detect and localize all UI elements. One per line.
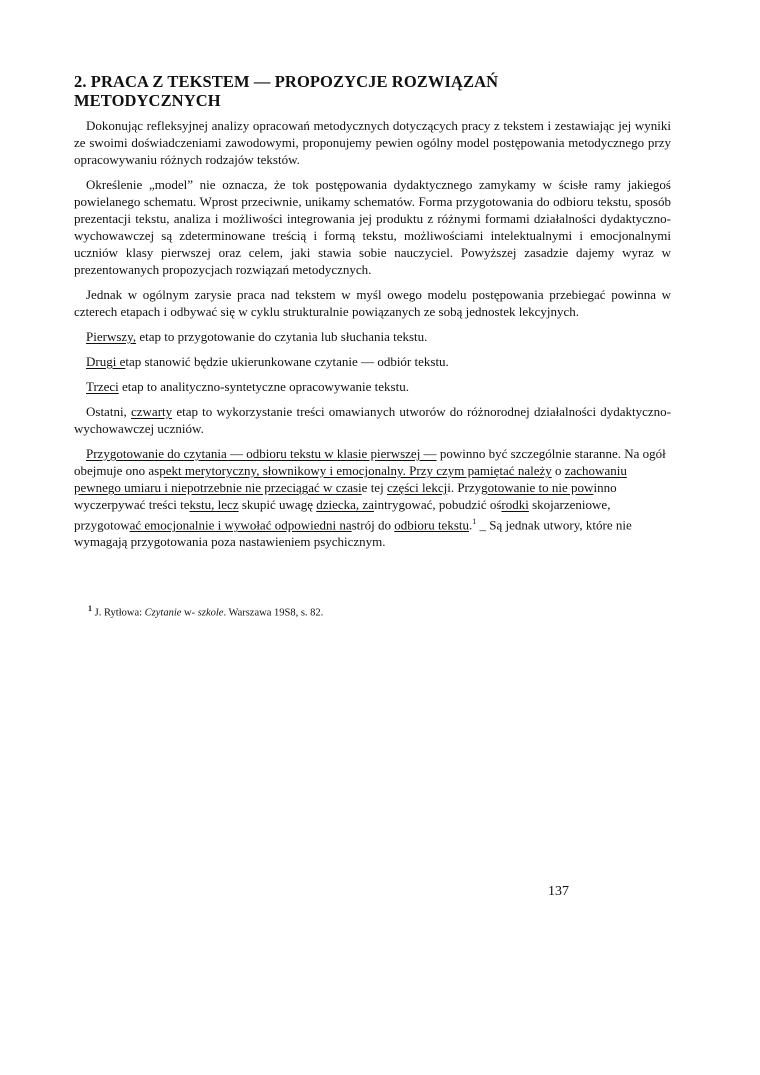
text-run: etap to analityczno-syntetyczne opracowywanie tekstu. <box>118 379 409 394</box>
paragraph-1: Dokonując refleksyjnej analizy opracowań metodycznych dotyczących pracy z tekstem i zestawiając jej wyniki ze swoimi doświadczeniami zawodowymi, proponujemy pewien ogólny model postępowania metodycznego przy opracowywaniu różnych rodzajów tekstów. <box>74 118 671 167</box>
text-run: powinno być szczególnie staranne. Na ogół obejmuje ono as <box>74 446 666 478</box>
paragraph-6 <box>74 378 671 395</box>
text-run: Ostatni, <box>86 404 131 419</box>
footnote-reference[interactable]: 1 <box>472 517 477 526</box>
footnote-title-b: szkole <box>197 607 224 619</box>
underlined-text: Trzeci <box>86 379 119 394</box>
footnote <box>88 602 323 620</box>
underlined-text: odbioru tekstu <box>394 517 469 533</box>
section-heading <box>74 72 674 110</box>
paragraph-5 <box>74 353 671 370</box>
underlined-text: ać emocjonalnie i wywołać odpowiedni na <box>129 517 352 533</box>
underlined-text: części lekcj <box>386 480 448 495</box>
underlined-text: czwarty <box>131 404 173 419</box>
footnote-number: 1 <box>88 604 92 613</box>
footnote-title-a: Czytanie <box>144 607 182 619</box>
underlined-text: kstu, lecz <box>189 497 239 512</box>
text-run: . <box>469 517 473 533</box>
underlined-text: rodki <box>501 497 529 512</box>
text-run: skupić uwagę <box>238 497 317 512</box>
text-run: etap to wykorzystanie treści omawianych utworów do różnorodnej działalności dydaktyczno-wychowawczej uczniów. <box>74 404 671 436</box>
underlined-text: pekt merytoryczny, słownikowy i emocjonalny. Przy czym pamiętać należy <box>159 463 552 478</box>
text-run: _ Są jednak utwory, które nie wymagają przygotowania poza nastawieniem psychicznym. <box>74 517 632 550</box>
text-run: i. Przyg <box>447 480 488 495</box>
paragraph-8 <box>74 445 671 550</box>
text-run: o <box>551 463 565 478</box>
paragraph-2: Określenie „model” nie oznacza, że tok postępowania dydaktycznego zamykamy w ścisłe ramy jakiegoś powielanego schematu. Wprost przeciwnie, unikamy schematów. Forma przygotowania do odbioru tekstu, sposób prezentacji tekstu, analiza i możliwości integrowania jej produktu z różnymi formami działalności dydaktyczno-wychowawczej są zdeterminowane treścią i formą tekstu, możliwościami intelektualnymi i emocjonalnymi uczniów klasy pierwszej oraz celem, jaki stawia sobie nauczyciel. Powyższej zasadzie dajemy wyraz w prezentowanych propozycjach rozwiązań metodycznych. <box>74 177 671 277</box>
footnote-rest: . Warszawa 19S8, s. 82. <box>223 607 324 619</box>
footnote-mid: w- <box>181 607 198 619</box>
text-run: tap stanowić będzie ukierunkowane czytanie — odbiór tekstu. <box>125 354 449 369</box>
text-run: skojarzeniowe, przygotow <box>74 497 611 533</box>
heading-line-2: METODYCZNYCH <box>74 91 221 110</box>
underlined-text: otowanie to nie pow <box>487 480 594 495</box>
text-run: etap to przygotowanie do czytania lub słuchania tekstu. <box>136 329 428 344</box>
text-run: e tej <box>361 480 387 495</box>
text-run: intrygować, pobudzić oś <box>373 497 502 512</box>
underlined-text: dziecka, za <box>316 497 374 512</box>
paragraph-7 <box>74 403 671 437</box>
paragraph-3: Jednak w ogólnym zarysie praca nad tekstem w myśl owego modelu postępowania przebiegać powinna w czterech etapach i odbywać się w cyklu strukturalnie powiązanych ze sobą jednostek lekcyjnych. <box>74 287 671 319</box>
page-number: 137 <box>548 884 569 899</box>
underlined-text: Drugi e <box>86 354 126 369</box>
footnote-author: J. Rytłowa: <box>92 607 145 619</box>
underlined-text: zachowaniu pewnego umiaru i niepotrzebnie nie przeciągać w czasi <box>74 463 627 495</box>
underlined-text: Przygotowanie do czytania — odbioru tekstu w klasie pierwszej — <box>86 446 437 461</box>
paragraph-4 <box>74 328 671 345</box>
underlined-text: Pierwszy, <box>86 329 137 344</box>
text-run: inno wyczerpywać treści te <box>74 480 617 512</box>
heading-line-1: 2. PRACA Z TEKSTEM — PROPOZYCJE ROZWIĄZAŃ <box>74 72 499 91</box>
body-text <box>74 117 671 558</box>
text-run: strój do <box>351 517 395 533</box>
